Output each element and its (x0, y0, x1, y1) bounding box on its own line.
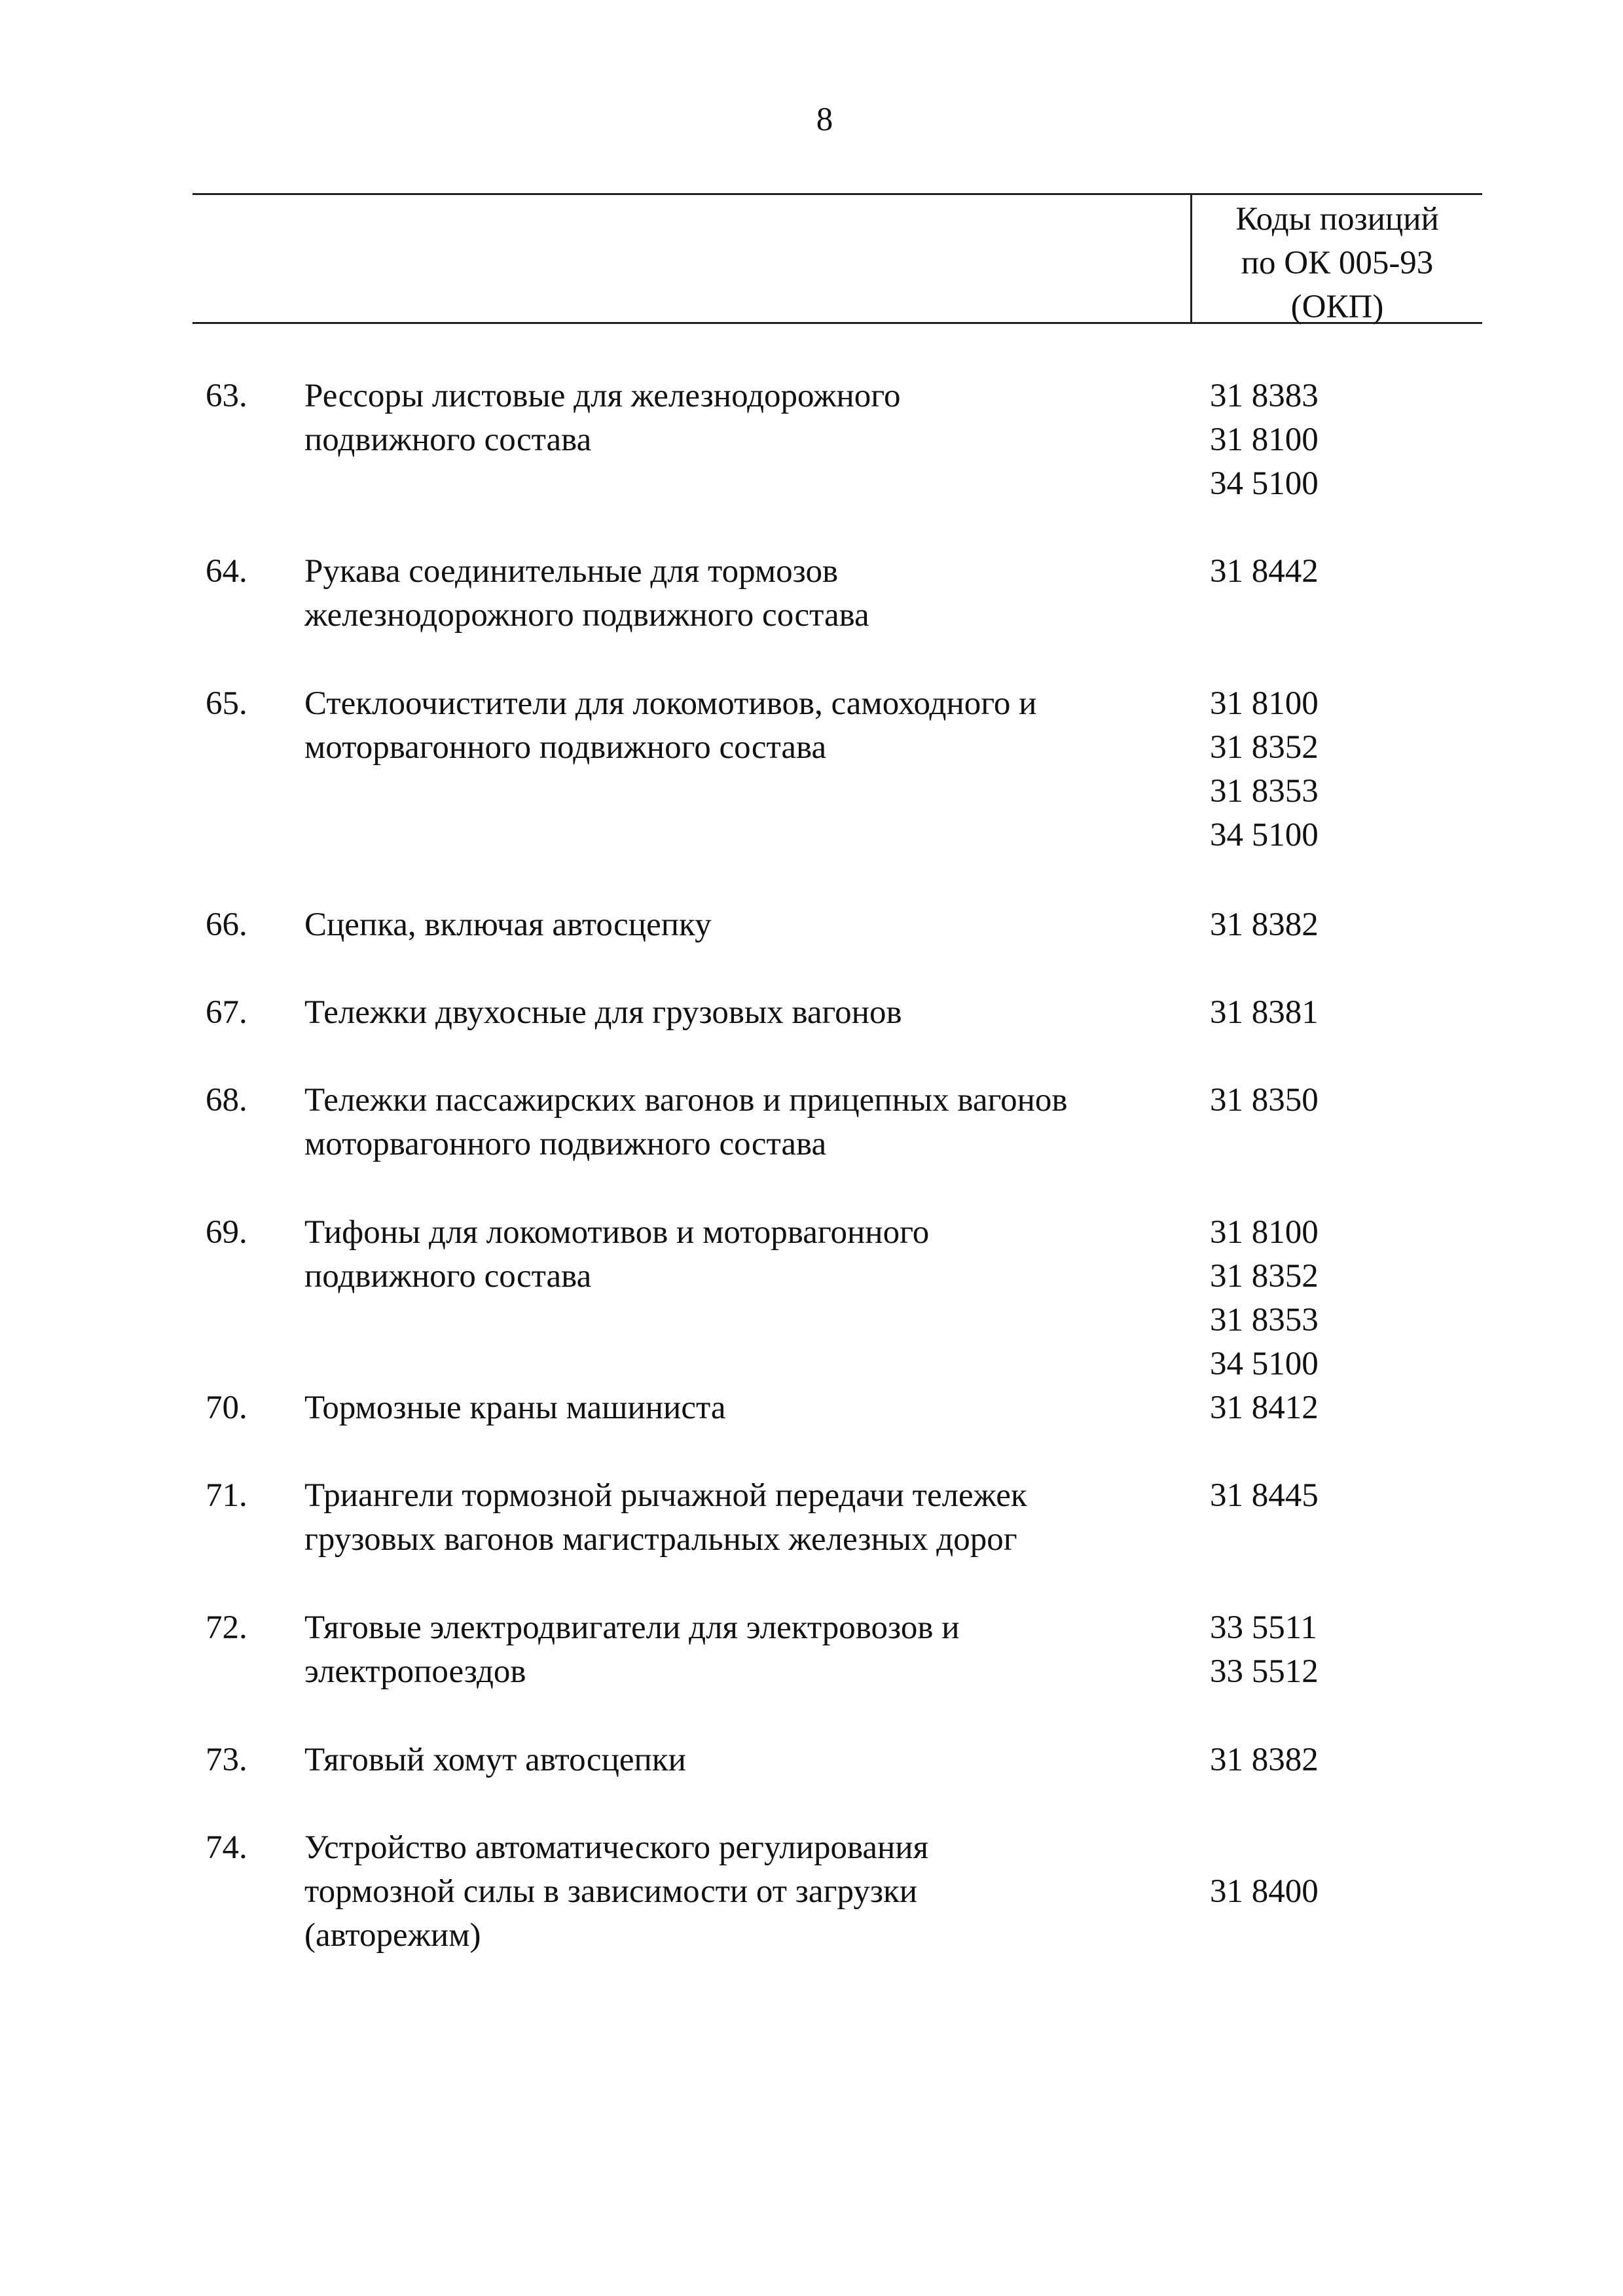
okp-code: 31 8442 (1210, 553, 1319, 590)
item-number: 67. (206, 994, 247, 1031)
item-number: 74. (206, 1829, 247, 1866)
item-description (304, 1474, 1201, 1562)
codes-header-line: Коды позиций (1235, 201, 1439, 238)
okp-code: 31 8352 (1210, 1258, 1319, 1295)
item-codes (1210, 1870, 1319, 1914)
item-description-line: Триангели тормозной рычажной передачи тележек (304, 1477, 1027, 1514)
okp-code: 31 8100 (1210, 685, 1319, 722)
item-codes (1210, 991, 1319, 1035)
okp-code: 34 5100 (1210, 1346, 1319, 1382)
okp-code: 31 8350 (1210, 1082, 1319, 1119)
codes-column-header (1192, 198, 1482, 329)
item-codes (1210, 1079, 1319, 1122)
item-number: 73. (206, 1742, 247, 1778)
table-header (192, 193, 1482, 324)
item-description-line: Тележки пассажирских вагонов и прицепных вагонов (304, 1082, 1068, 1119)
item-description-line: грузовых вагонов магистральных железных дорог (304, 1521, 1017, 1558)
item-description (304, 374, 1201, 462)
item-description (304, 1079, 1201, 1166)
item-codes (1210, 682, 1319, 857)
item-codes (1210, 903, 1319, 947)
item-description-line: тормозной силы в зависимости от загрузки (304, 1873, 918, 1910)
item-description (304, 991, 1201, 1035)
item-number: 66. (206, 906, 247, 943)
item-number: 65. (206, 685, 247, 722)
item-description (304, 1211, 1201, 1299)
item-description-line: Тележки двухосные для грузовых вагонов (304, 994, 902, 1031)
okp-code: 31 8100 (1210, 1214, 1319, 1251)
item-description (304, 903, 1201, 947)
okp-code: 31 8352 (1210, 729, 1319, 766)
okp-code: 33 5511 (1210, 1609, 1317, 1646)
item-description (304, 682, 1201, 770)
okp-code: 31 8382 (1210, 906, 1319, 943)
item-description-line: Тяговые электродвигатели для электровозов и (304, 1609, 960, 1646)
item-description-line: Устройство автоматического регулирования (304, 1829, 929, 1866)
okp-code: 31 8353 (1210, 1302, 1319, 1338)
okp-code: 31 8383 (1210, 378, 1319, 414)
item-description (304, 1738, 1201, 1782)
item-description-line: моторвагонного подвижного состава (304, 729, 827, 766)
item-number: 64. (206, 553, 247, 590)
item-number: 72. (206, 1609, 247, 1646)
item-description-line: подвижного состава (304, 422, 592, 458)
item-description (304, 550, 1201, 637)
okp-code: 31 8381 (1210, 994, 1319, 1031)
item-description-line: подвижного состава (304, 1258, 592, 1295)
item-codes (1210, 1211, 1319, 1386)
okp-code: 31 8445 (1210, 1477, 1319, 1514)
okp-code: 31 8382 (1210, 1742, 1319, 1778)
item-description-line: железнодорожного подвижного состава (304, 597, 869, 634)
item-number: 70. (206, 1390, 247, 1426)
okp-code: 31 8353 (1210, 773, 1319, 810)
codes-header-line: (ОКП) (1290, 289, 1384, 325)
okp-code: 31 8412 (1210, 1390, 1319, 1426)
item-codes (1210, 374, 1319, 506)
item-description-line: Тормозные краны машиниста (304, 1390, 726, 1426)
codes-header-line: по ОК 005-93 (1241, 245, 1434, 281)
okp-code: 34 5100 (1210, 817, 1319, 853)
okp-code: 31 8400 (1210, 1873, 1319, 1910)
item-description-line: Стеклоочистители для локомотивов, самоходного и (304, 685, 1037, 722)
item-description (304, 1826, 1201, 1958)
item-description-line: электропоездов (304, 1653, 526, 1690)
okp-code: 31 8100 (1210, 422, 1319, 458)
item-codes (1210, 1738, 1319, 1782)
item-description-line: Рессоры листовые для железнодорожного (304, 378, 901, 414)
item-description (304, 1386, 1201, 1430)
item-description-line: Тифоны для локомотивов и моторвагонного (304, 1214, 930, 1251)
page-number: 8 (816, 101, 833, 138)
item-description-line: Тяговый хомут автосцепки (304, 1742, 686, 1778)
item-codes (1210, 1474, 1319, 1518)
item-number: 68. (206, 1082, 247, 1119)
item-description-line: Рукава соединительные для тормозов (304, 553, 839, 590)
item-codes (1210, 550, 1319, 594)
item-codes (1210, 1606, 1319, 1694)
item-description-line: Сцепка, включая автосцепку (304, 906, 712, 943)
item-number: 71. (206, 1477, 247, 1514)
item-description (304, 1606, 1201, 1694)
item-number: 69. (206, 1214, 247, 1251)
okp-code: 34 5100 (1210, 465, 1319, 502)
item-codes (1210, 1386, 1319, 1430)
item-description-line: моторвагонного подвижного состава (304, 1126, 827, 1162)
item-number: 63. (206, 378, 247, 414)
item-description-line: (авторежим) (304, 1917, 481, 1954)
okp-code: 33 5512 (1210, 1653, 1319, 1690)
